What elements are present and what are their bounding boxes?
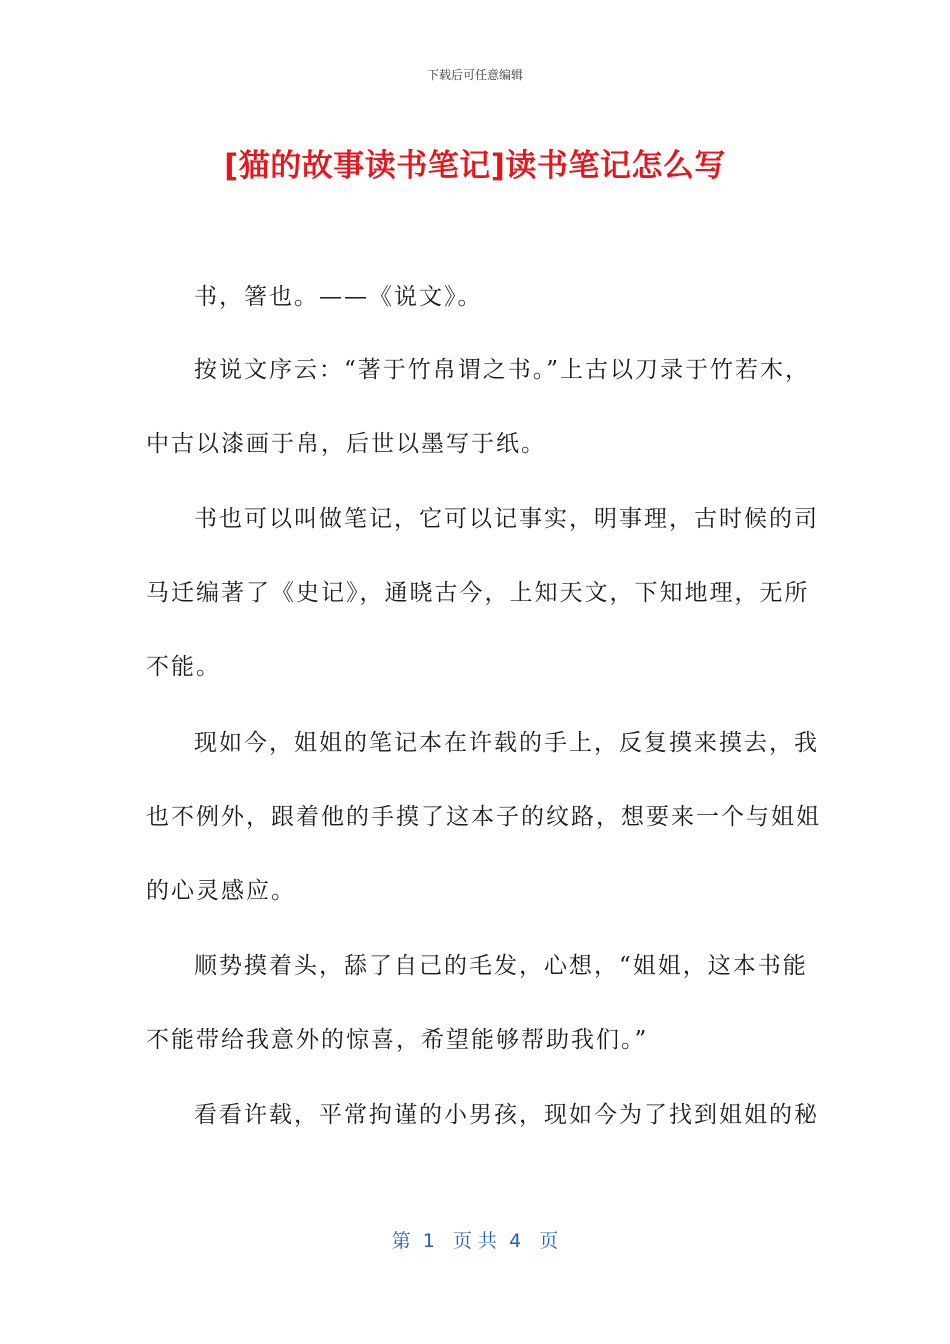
paragraph-line: 也不例外，跟着他的手摸了这本子的纹路，想要来一个与姐姐: [146, 804, 821, 830]
document-title: [猫的故事读书笔记]读书笔记怎么写: [224, 148, 726, 184]
paragraph-line: 按说文序云：“著于竹帛谓之书。”上古以刀录于竹若木，: [194, 357, 811, 383]
paragraph-line: 看看许载，平常拘谨的小男孩，现如今为了找到姐姐的秘: [194, 1102, 819, 1128]
paragraph-line: 中古以漆画于帛，后世以墨写于纸。: [146, 431, 546, 457]
paragraph-line: 现如今，姐姐的笔记本在许载的手上，反复摸来摸去，我: [194, 730, 819, 756]
paragraph-line: 不能。: [146, 654, 221, 680]
paragraph-line: 顺势摸着头，舔了自己的毛发，心想，“姐姐，这本书能: [194, 953, 808, 979]
page-number: 第 1 页 共 4 页: [391, 1230, 559, 1252]
paragraph-line: 不能带给我意外的惊喜，希望能够帮助我们。”: [146, 1027, 649, 1053]
paragraph-line: 书，箸也。——《说文》。: [194, 284, 483, 310]
paragraph-line: 马迁编著了《史记》，通晓古今，上知天文，下知地理，无所: [146, 580, 810, 606]
paragraph-line: 书也可以叫做笔记，它可以记事实，明事理，古时候的司: [194, 506, 819, 532]
paragraph-line: 的心灵感应。: [146, 878, 296, 904]
header-note: 下载后可任意编辑: [426, 68, 523, 82]
